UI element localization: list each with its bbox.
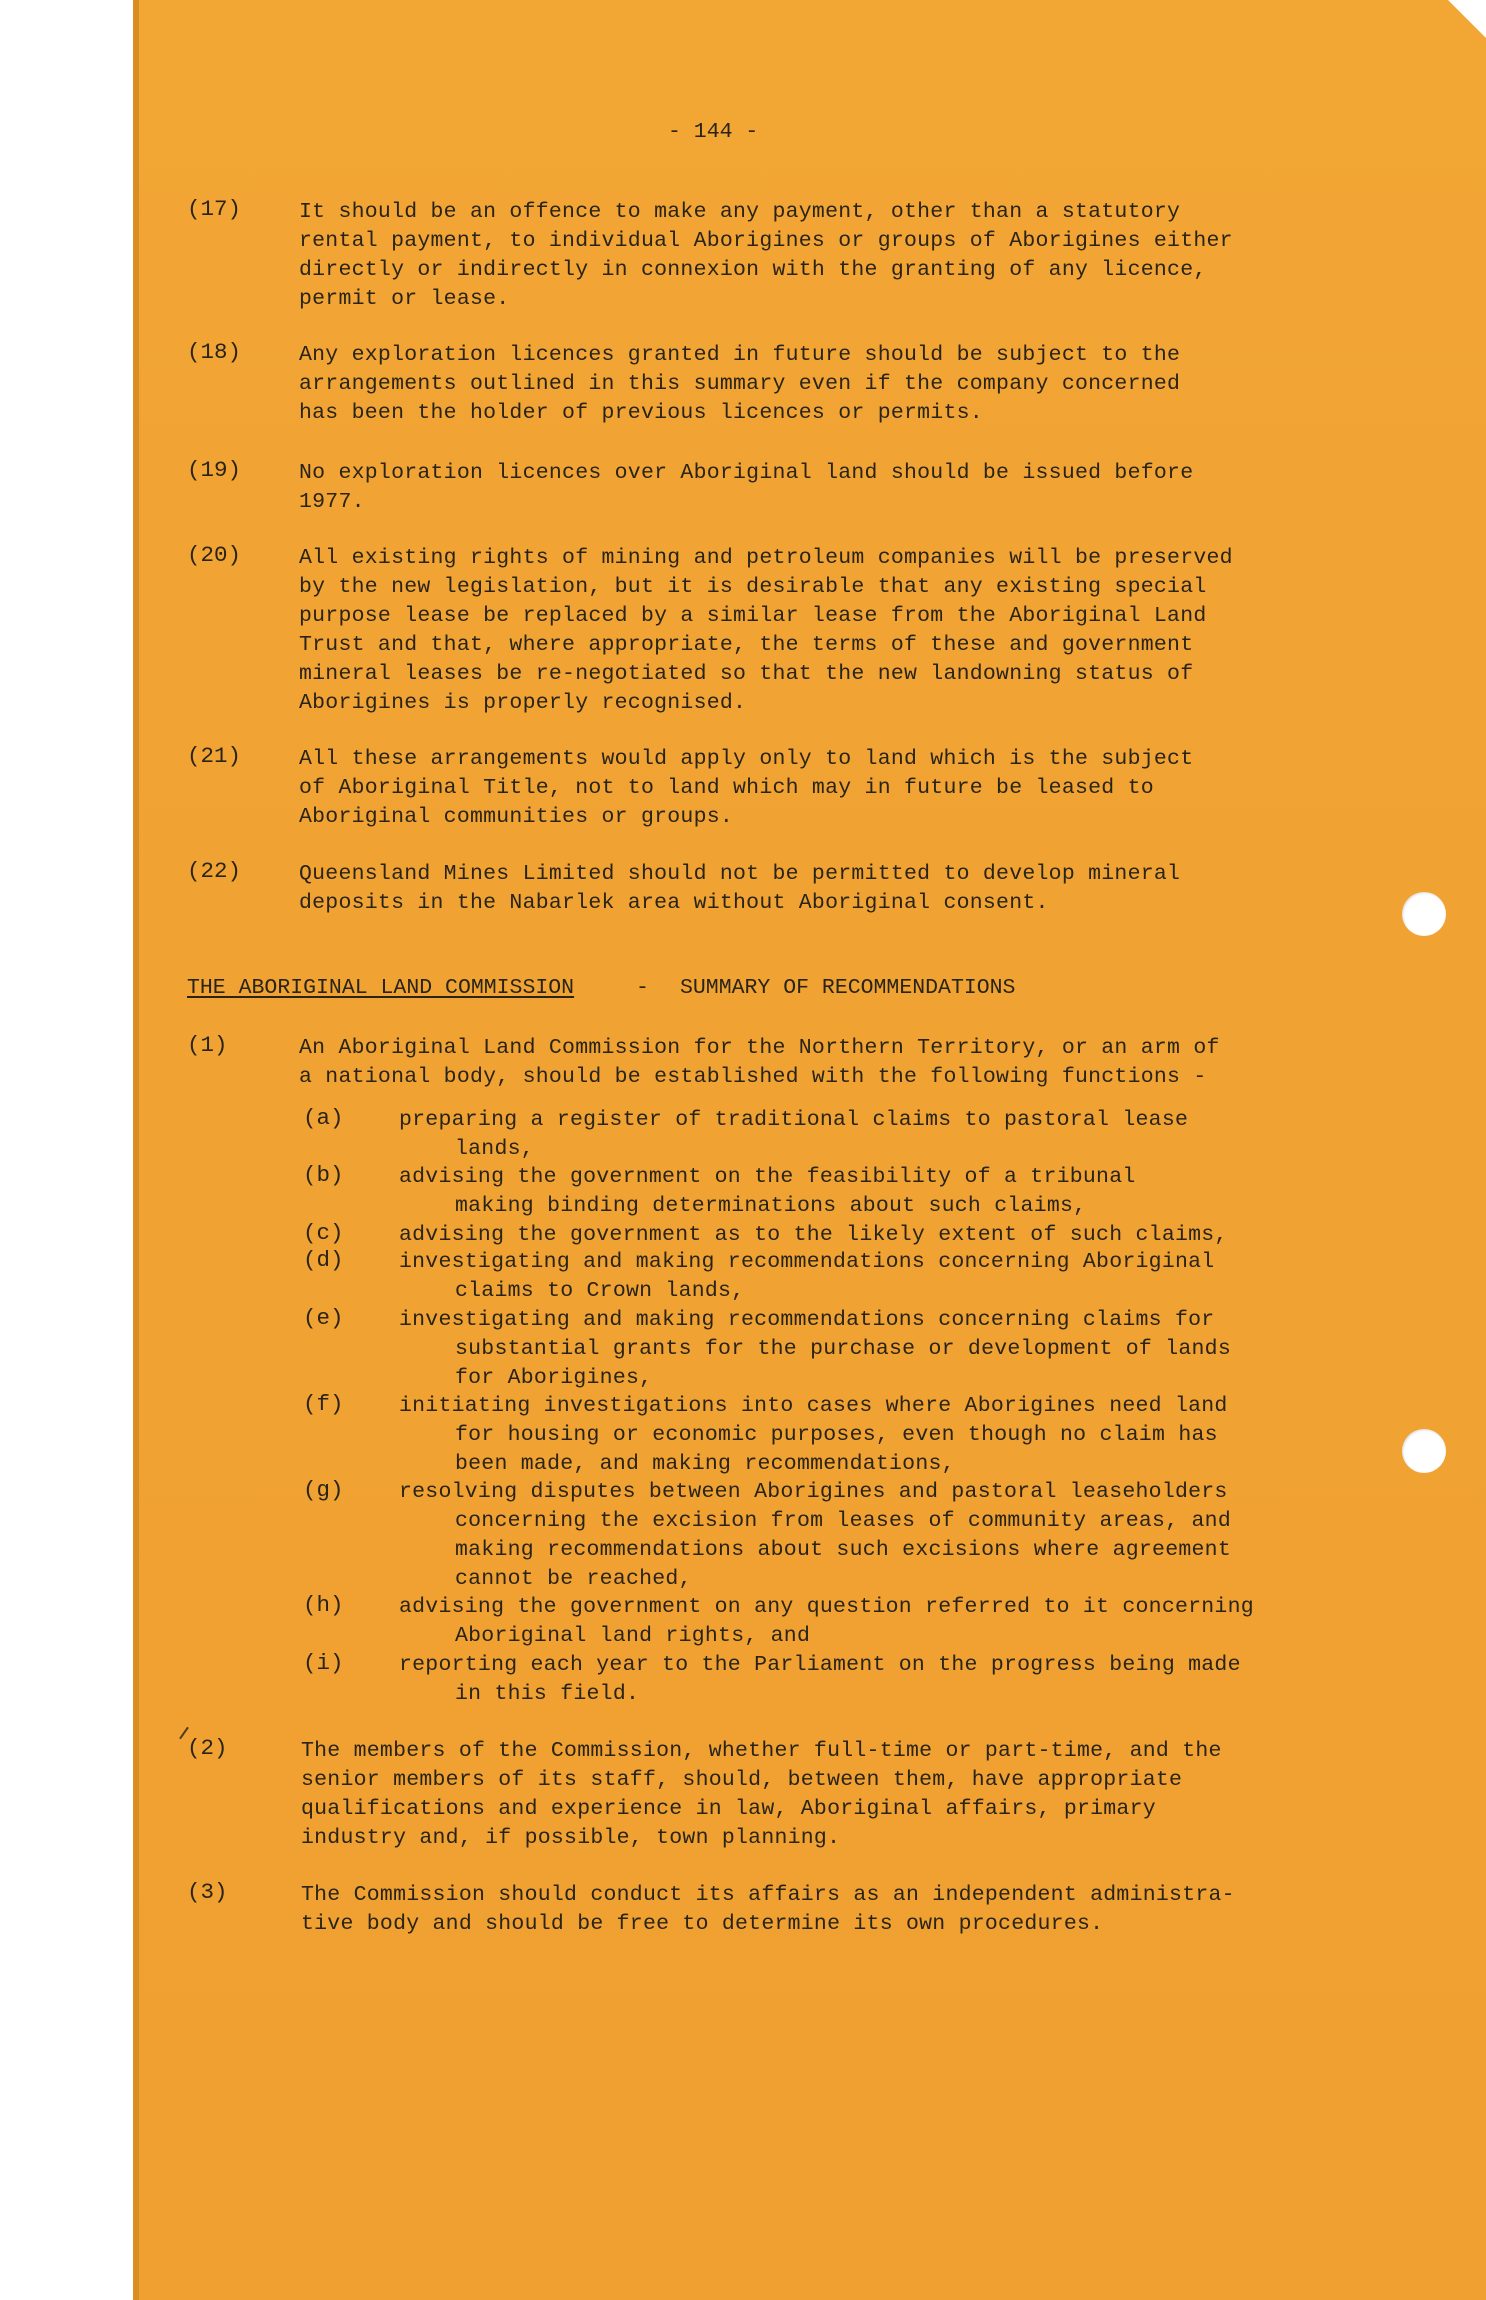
recommendation-line: qualifications and experience in law, Aboriginal affairs, primary: [301, 1797, 1156, 1821]
recommendation-number: (2): [187, 1735, 228, 1761]
page-number: - 144 -: [668, 120, 759, 144]
item-number: (21): [187, 743, 242, 769]
function-label: (d): [303, 1247, 344, 1273]
item-line: Aboriginal communities or groups.: [299, 805, 734, 829]
function-line: cannot be reached,: [455, 1567, 692, 1591]
section-subheading: SUMMARY OF RECOMMENDATIONS: [680, 976, 1016, 1000]
item-line: All existing rights of mining and petroleum companies will be preserved: [299, 546, 1233, 570]
function-line: investigating and making recommendations concerning claims for: [399, 1308, 1215, 1332]
item-line: Queensland Mines Limited should not be permitted to develop mineral: [299, 862, 1181, 886]
recommendation-line: An Aboriginal Land Commission for the Northern Territory, or an arm of: [299, 1036, 1220, 1060]
item-number: (22): [187, 858, 242, 884]
recommendation-line: The members of the Commission, whether full-time or part-time, and the: [301, 1739, 1222, 1763]
page-corner-fold: [1448, 0, 1486, 38]
item-line: deposits in the Nabarlek area without Aboriginal consent.: [299, 891, 1049, 915]
function-label: (c): [303, 1220, 344, 1246]
item-line: of Aboriginal Title, not to land which may in future be leased to: [299, 776, 1154, 800]
item-line: Trust and that, where appropriate, the terms of these and government: [299, 633, 1194, 657]
item-line: 1977.: [299, 490, 365, 514]
function-line: advising the government on any question referred to it concerning: [399, 1595, 1254, 1619]
function-line: reporting each year to the Parliament on the progress being made: [399, 1653, 1241, 1677]
item-line: has been the holder of previous licences or permits.: [299, 401, 983, 425]
function-line: for housing or economic purposes, even though no claim has: [455, 1423, 1218, 1447]
section-heading-dash: -: [636, 976, 649, 1000]
item-line: permit or lease.: [299, 287, 510, 311]
punch-hole-bottom: [1402, 1429, 1446, 1473]
function-label: (g): [303, 1477, 344, 1503]
item-line: directly or indirectly in connexion with the granting of any licence,: [299, 258, 1207, 282]
function-label: (e): [303, 1305, 344, 1331]
item-line: purpose lease be replaced by a similar lease from the Aboriginal Land: [299, 604, 1207, 628]
function-line: advising the government on the feasibility of a tribunal: [399, 1165, 1136, 1189]
item-line: rental payment, to individual Aborigines or groups of Aborigines either: [299, 229, 1233, 253]
function-line: in this field.: [455, 1682, 640, 1706]
function-line: preparing a register of traditional claims to pastoral lease: [399, 1108, 1189, 1132]
recommendation-line: a national body, should be established with the following functions -: [299, 1065, 1207, 1089]
function-line: making recommendations about such excisions where agreement: [455, 1538, 1231, 1562]
item-line: It should be an offence to make any payment, other than a statutory: [299, 200, 1181, 224]
recommendation-line: tive body and should be free to determine its own procedures.: [301, 1912, 1104, 1936]
item-line: All these arrangements would apply only to land which is the subject: [299, 747, 1194, 771]
item-number: (19): [187, 457, 242, 483]
function-line: lands,: [455, 1137, 534, 1161]
function-label: (i): [303, 1650, 344, 1676]
item-line: Any exploration licences granted in future should be subject to the: [299, 343, 1181, 367]
recommendation-line: The Commission should conduct its affairs as an independent administra-: [301, 1883, 1235, 1907]
function-line: claims to Crown lands,: [455, 1279, 745, 1303]
recommendation-number: (1): [187, 1032, 228, 1058]
recommendation-number: (3): [187, 1879, 228, 1905]
function-line: been made, and making recommendations,: [455, 1452, 955, 1476]
function-line: substantial grants for the purchase or development of lands: [455, 1337, 1231, 1361]
function-line: concerning the excision from leases of community areas, and: [455, 1509, 1231, 1533]
function-line: resolving disputes between Aborigines and pastoral leaseholders: [399, 1480, 1228, 1504]
function-label: (a): [303, 1105, 344, 1131]
function-label: (h): [303, 1592, 344, 1618]
item-line: arrangements outlined in this summary even if the company concerned: [299, 372, 1181, 396]
function-label: (f): [303, 1391, 344, 1417]
item-number: (20): [187, 542, 242, 568]
function-line: initiating investigations into cases where Aborigines need land: [399, 1394, 1228, 1418]
recommendation-line: senior members of its staff, should, between them, have appropriate: [301, 1768, 1183, 1792]
punch-hole-top: [1402, 892, 1446, 936]
item-number: (18): [187, 339, 242, 365]
function-line: advising the government as to the likely extent of such claims,: [399, 1223, 1228, 1247]
item-line: No exploration licences over Aboriginal land should be issued before: [299, 461, 1194, 485]
function-line: for Aborigines,: [455, 1366, 653, 1390]
item-line: mineral leases be re-negotiated so that the new landowning status of: [299, 662, 1194, 686]
function-line: investigating and making recommendations concerning Aboriginal: [399, 1250, 1215, 1274]
recommendation-line: industry and, if possible, town planning.: [301, 1826, 841, 1850]
item-line: Aborigines is properly recognised.: [299, 691, 747, 715]
item-number: (17): [187, 196, 242, 222]
function-label: (b): [303, 1162, 344, 1188]
item-line: by the new legislation, but it is desirable that any existing special: [299, 575, 1207, 599]
function-line: making binding determinations about such claims,: [455, 1194, 1087, 1218]
function-line: Aboriginal land rights, and: [455, 1624, 811, 1648]
section-heading: THE ABORIGINAL LAND COMMISSION: [187, 976, 575, 1000]
page-edge: [133, 0, 139, 2300]
